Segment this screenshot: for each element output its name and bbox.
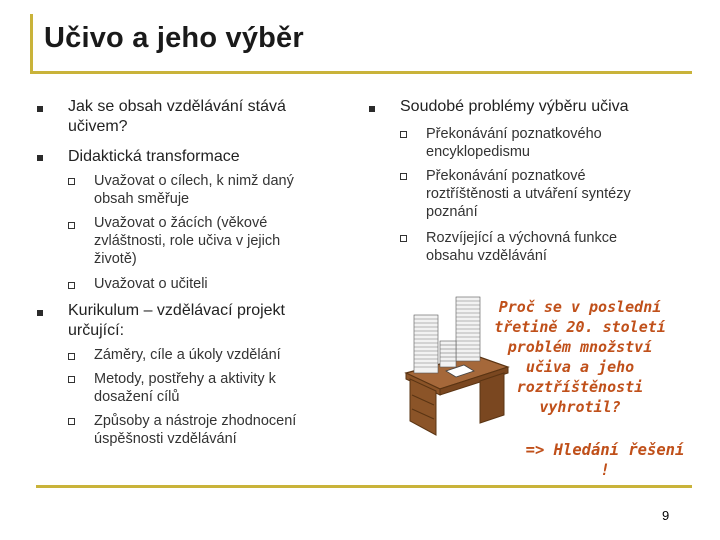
line: Překonávání poznatkové <box>426 168 586 184</box>
line: encyklopedismu <box>426 144 530 160</box>
left-bullet-1-line-2: učivem? <box>68 118 128 135</box>
left-bullet-1-line-1: Jak se obsah vzdělávání stává <box>68 98 286 115</box>
answer-text: => Hledání řešení ! <box>525 441 685 479</box>
sub-bullet-icon <box>68 282 75 289</box>
right-sub-1-3 <box>426 229 617 265</box>
line: dosažení cílů <box>94 389 180 405</box>
title-divider <box>30 71 692 74</box>
line: obsah směřuje <box>94 191 190 207</box>
left-bullet-3 <box>68 301 285 341</box>
page-title: Učivo a jeho výběr <box>44 22 304 54</box>
left-bullet-2: Didaktická transformace <box>68 148 240 165</box>
bullet-square-icon <box>369 106 375 112</box>
sub-bullet-icon <box>68 353 75 360</box>
line: třetině 20. století <box>494 318 666 336</box>
line: Rozvíjející a výchovná funkce <box>426 230 618 246</box>
question-text <box>490 297 670 417</box>
bullet-square-icon <box>37 155 43 161</box>
line: životě) <box>94 251 137 267</box>
line: úspěšnosti vzdělávání <box>94 431 237 447</box>
right-sub-1-1 <box>426 125 602 161</box>
left-sub-3-1 <box>94 346 281 364</box>
left-sub-2-1 <box>94 172 294 208</box>
line: roztříštěnosti a utváření syntézy <box>426 186 631 202</box>
left-bullet-3-line-2: určující: <box>68 322 125 339</box>
line: Záměry, cíle a úkoly vzdělání <box>94 347 281 363</box>
sub-bullet-icon <box>68 178 75 185</box>
line: učiva a jeho <box>525 358 635 376</box>
line: Způsoby a nástroje zhodnocení <box>94 413 297 429</box>
sub-bullet-icon <box>68 418 75 425</box>
left-bullet-3-line-1: Kurikulum – vzdělávací projekt <box>68 302 285 319</box>
line: Uvažovat o cílech, k nimž daný <box>94 173 294 189</box>
bullet-square-icon <box>37 310 43 316</box>
line: Metody, postřehy a aktivity k <box>94 371 276 387</box>
right-sub-1-2 <box>426 167 631 221</box>
line: zvláštnosti, role učiva v jejich <box>94 233 281 249</box>
left-sub-3-3 <box>94 412 296 448</box>
line: roztříštěnosti <box>516 378 644 396</box>
line: poznání <box>426 204 478 220</box>
line: Překonávání poznatkového <box>426 126 602 142</box>
sub-bullet-icon <box>68 222 75 229</box>
sub-bullet-icon <box>400 173 407 180</box>
sub-bullet-icon <box>400 235 407 242</box>
sub-bullet-icon <box>400 131 407 138</box>
left-bullet-1 <box>68 97 286 137</box>
left-sub-2-2 <box>94 214 280 268</box>
left-sub-3-2 <box>94 370 276 406</box>
left-sub-2-3 <box>94 275 208 293</box>
line: Uvažovat o učiteli <box>94 276 208 292</box>
line: vyhrotil? <box>539 398 621 416</box>
footer-divider <box>36 485 692 488</box>
page-number: 9 <box>662 508 670 523</box>
line: Uvažovat o žácích (věkové <box>94 215 268 231</box>
bullet-square-icon <box>37 106 43 112</box>
right-bullet-1: Soudobé problémy výběru učiva <box>400 98 629 115</box>
line: Proč se v poslední <box>498 298 662 316</box>
line: obsahu vzdělávání <box>426 248 547 264</box>
sub-bullet-icon <box>68 376 75 383</box>
line: problém množství <box>507 338 653 356</box>
